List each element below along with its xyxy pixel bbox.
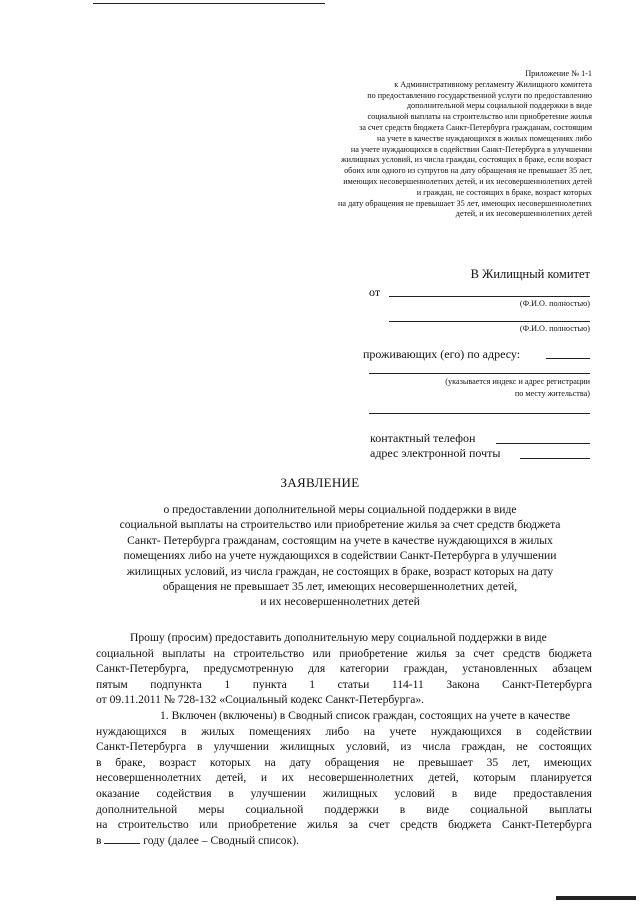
year-prefix: в [96,833,102,847]
p1-line: Прошу (просим) предоставить дополнительную меру социальной поддержки в виде [130,631,547,644]
address-label: проживающих (его) по адресу: [363,347,521,361]
p1-line: от 09.11.2011 № 728-132 «Социальный кодекс Санкт-Петербурга». [96,693,425,707]
appendix-line: обоих или одного из супругов на дату обращения не превышает 35 лет, [344,166,592,176]
fio-line-1[interactable] [389,296,590,297]
body-text [96,630,592,848]
address-line-1[interactable] [546,358,590,359]
subject-line: помещениях либо на учете нуждающихся в содействии Санкт-Петербурга в улучшении [123,549,557,563]
p2-line: Санкт-Петербурга в улучшении жилищных условий, из числа граждан, не состоящих [96,740,592,754]
subject-line: жилищных условий, из числа граждан, не состоящих в браке, возраст которых на дату [126,564,554,578]
phone-line[interactable] [496,443,590,444]
fio-hint-2: (Ф.И.О. полностью) [519,324,590,333]
p1-line: Санкт-Петербурга, предусмотренную для категории граждан, установленных абзацем [96,662,592,676]
subject-line: и их несовершеннолетних детей [260,595,420,609]
appendix-line: дополнительной меры социальной поддержки в виде [406,101,592,111]
appendix-line: к Административному регламенту Жилищного комитета [394,79,592,89]
subject-line: обращения не превышает 35 лет, имеющих несовершеннолетних детей, [162,580,518,594]
appendix-line: на учете в качестве нуждающихся в жилых помещениях либо [377,133,592,143]
appendix-line: жилищных условий, из числа граждан, состоящих в браке, если возраст [341,155,592,165]
p2-last-line [96,833,592,849]
address-hint-1: (указывается индекс и адрес регистрации [445,377,590,386]
subject-line: Санкт- Петербурга гражданам, состоящим на учете в качестве нуждающихся в жилых [127,533,553,547]
corner-mark [556,896,636,900]
email-line[interactable] [520,458,590,459]
from-label: от [369,285,381,299]
p1-line: социальной выплаты на строительство или приобретение жилья за счет средств бюджета [96,646,592,660]
p1-line: пятым подпункта 1 пункта 1 статьи 114-11 Закона Санкт-Петербурга [96,677,592,691]
top-rule [93,3,325,4]
address-line-3[interactable] [369,413,590,414]
subject-line: социальной выплаты на строительство или приобретение жилья за счет средств бюджета [119,518,561,532]
p2-line: в браке, возраст которых на дату обращения не превышает 35 лет, имеющих [96,755,592,769]
fio-line-2[interactable] [389,321,590,322]
appendix-line: по предоставлению государственной услуги по предоставлению [367,90,592,100]
appendix-line: Приложение № 1-1 [525,69,592,78]
phone-label: контактный телефон [370,431,476,445]
document-title: ЗАЯВЛЕНИЕ [280,475,360,490]
p2-line: нуждающихся в жилых помещениях либо на учете нуждающихся в содействии [96,724,592,738]
addressee-title: В Жилищный комитет [470,267,590,281]
appendix-line: детей, и их несовершеннолетних детей [455,209,592,219]
appendix-line: за счет средств бюджета Санкт-Петербурга гражданам, состоящим [359,122,592,132]
p2-line: на строительство или приобретение жилья за счет средств бюджета Санкт-Петербурга [96,818,592,832]
p2-line: несовершеннолетних детей, и их несовершеннолетних детей, которым планируется [96,771,592,785]
address-hint-2: по месту жительства) [514,389,590,398]
p2-line: 1. Включен (включены) в Сводный список граждан, состоящих на учете в качестве [160,708,571,722]
year-suffix: году (далее – Сводный список). [143,833,299,847]
appendix-line: на дату обращения не превышает 35 лет, имеющих несовершеннолетних [338,198,592,208]
email-label: адрес электронной почты [370,446,501,460]
p2-line: дополнительной меры социальной поддержки в виде социальной выплаты [96,802,592,816]
paragraph-1 [96,630,592,708]
appendix-line: и граждан, не состоящих в браке, возраст которых [416,187,592,197]
subject-line: о предоставлении дополнительной меры социальной поддержки в виде [163,503,517,516]
year-blank[interactable] [104,833,140,844]
address-line-2[interactable] [369,373,590,374]
appendix-header [272,69,592,220]
paragraph-2 [96,708,592,848]
appendix-line: на учете нуждающихся в содействии Санкт-Петербурга в улучшении [350,144,592,154]
appendix-line: имеющих несовершеннолетних детей, и их несовершеннолетних детей [343,176,592,186]
appendix-line: социальной выплаты на строительство или приобретение жилья [367,112,592,122]
fio-hint-1: (Ф.И.О. полностью) [519,299,590,308]
p2-line: оказание содействия в улучшении жилищных условий в виде предоставления [96,786,592,800]
subject-block [88,502,592,610]
